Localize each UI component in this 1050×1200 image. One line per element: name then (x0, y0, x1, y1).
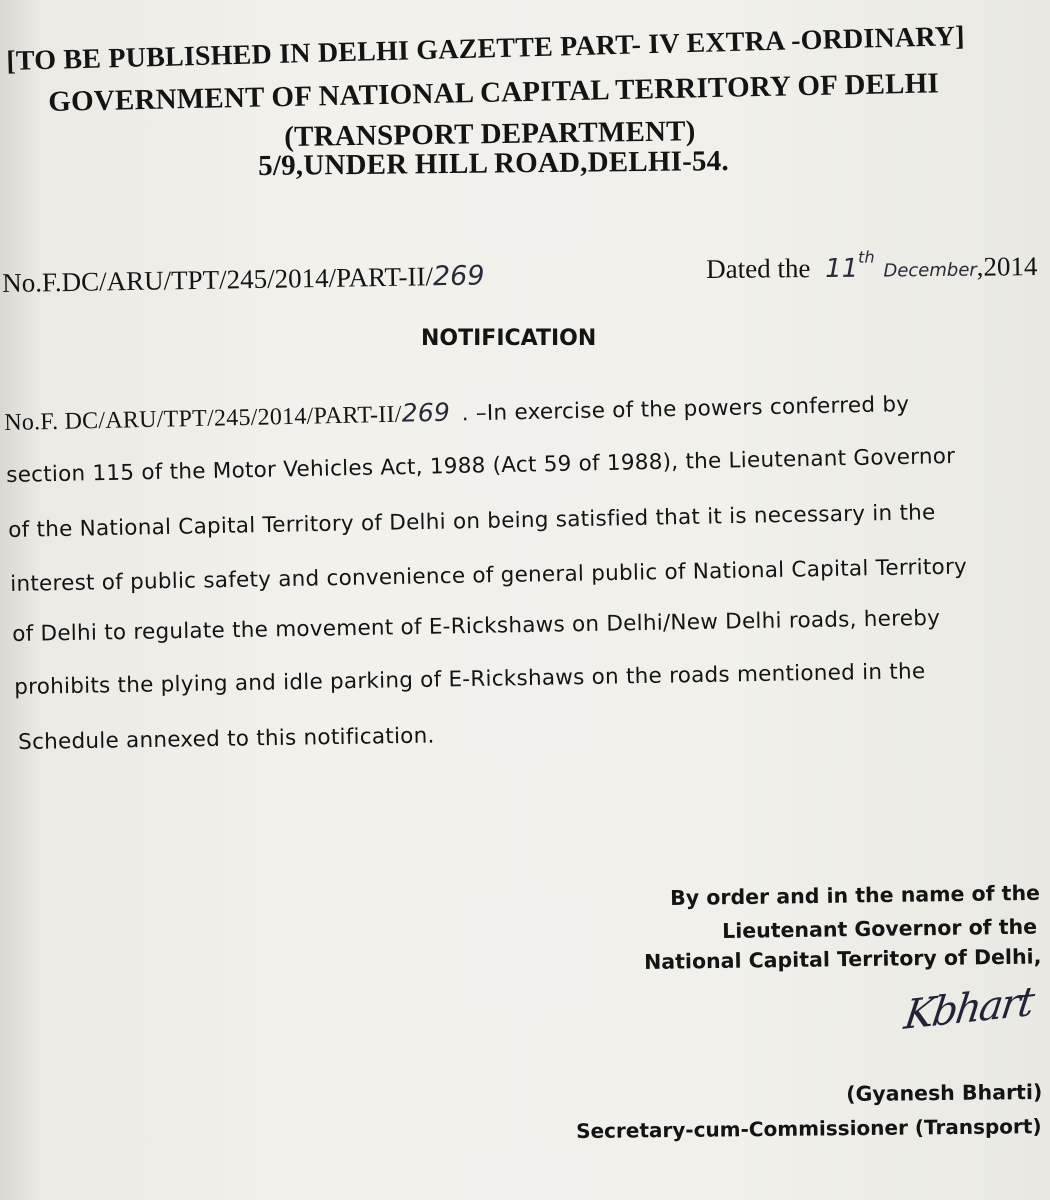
signature-order-line-3: National Capital Territory of Delhi, (644, 944, 1042, 974)
header-line-department: (TRANSPORT DEPARTMENT) (284, 115, 696, 153)
notification-file-number: No.F. DC/ARU/TPT/245/2014/PART-II/ (4, 401, 402, 436)
notification-body-line-3: of the National Capital Territory of Delhi on being satisfied that it is necessary in the (8, 500, 936, 543)
handwritten-file-number: 269 (432, 260, 485, 293)
signatory-name: (Gyanesh Bharti) (846, 1079, 1043, 1106)
dated-line (706, 246, 1038, 285)
dated-year: ,2014 (976, 251, 1038, 282)
notification-body-line-2: section 115 of the Motor Vehicles Act, 1988 (Act 59 of 1988), the Lieutenant Governor (6, 443, 956, 488)
notification-body-line-6: prohibits the plying and idle parking of E-Rickshaws on the roads mentioned in the (14, 659, 926, 700)
handwritten-date-day: 11 (825, 253, 859, 284)
header-line-address: 5/9,UNDER HILL ROAD,DELHI-54. (258, 145, 729, 182)
signature-scribble: Kbhart (901, 978, 1036, 1039)
notification-body-line-5: of Delhi to regulate the movement of E-Rickshaws on Delhi/New Delhi roads, hereby (12, 605, 941, 647)
handwritten-date-suffix: th (858, 247, 875, 267)
notification-body-line-4: interest of public safety and convenience of general public of National Capital Territory (10, 554, 968, 597)
header-line-government: GOVERNMENT OF NATIONAL CAPITAL TERRITORY OF DELHI (48, 67, 940, 118)
handwritten-date-month: December (883, 259, 977, 282)
handwritten-signature (901, 979, 1035, 1039)
body-text-line-1: . –In exercise of the powers conferred by (461, 392, 910, 427)
notification-title: NOTIFICATION (421, 326, 597, 351)
signatory-designation: Secretary-cum-Commissioner (Transport) (576, 1114, 1042, 1143)
handwritten-notification-number: 269 (401, 397, 451, 428)
dated-label: Dated the (706, 253, 811, 284)
notification-body-line-7: Schedule annexed to this notification. (18, 723, 435, 755)
reference-file-number (2, 260, 485, 299)
signature-order-line-2: Lieutenant Governor of the (722, 914, 1038, 943)
reference-file-number-text: No.F.DC/ARU/TPT/245/2014/PART-II/ (2, 261, 434, 298)
header-line-gazette: [TO BE PUBLISHED IN DELHI GAZETTE PART- IV EXTRA -ORDINARY] (6, 20, 966, 77)
notification-body-line-1 (4, 388, 909, 437)
signature-order-line-1: By order and in the name of the (670, 880, 1041, 910)
